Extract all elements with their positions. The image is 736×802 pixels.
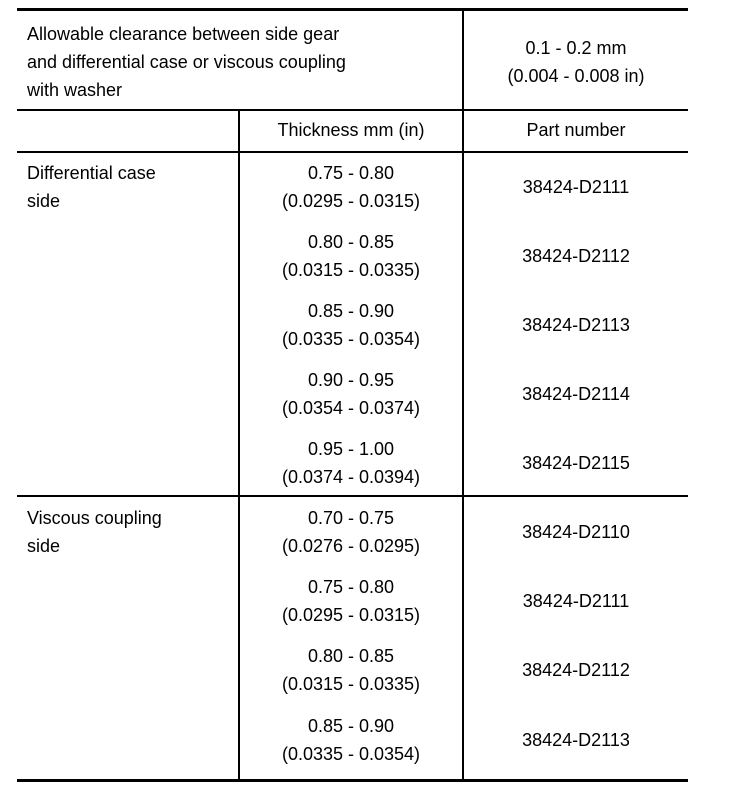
clearance-description-line-1: Allowable clearance between side gear [27,24,340,44]
clearance-description-line-3: with washer [27,80,123,100]
thickness-in: (0.0374 - 0.0394) [281,467,421,487]
thickness-mm: 0.85 - 0.90 [307,716,395,736]
part-number: 38424-D2112 [522,660,630,680]
part-number: 38424-D2111 [522,591,630,611]
clearance-value-imperial: (0.004 - 0.008 in) [507,66,645,86]
part-number: 38424-D2113 [522,315,630,335]
group-divider-rule [17,495,688,497]
part-number: 38424-D2115 [522,453,630,473]
thickness-in: (0.0335 - 0.0354) [281,329,421,349]
thickness-mm: 0.70 - 0.75 [307,508,395,528]
top-rule [17,8,688,11]
group-label-differential-line-1: Differential case [27,163,156,183]
header-bottom-rule [17,109,688,111]
clearance-description-line-2: and differential case or viscous coupling [27,52,346,72]
group-label-differential-line-2: side [27,191,61,211]
thickness-mm: 0.80 - 0.85 [307,232,395,252]
spec-table [17,8,688,782]
thickness-mm: 0.90 - 0.95 [307,370,395,390]
thickness-in: (0.0315 - 0.0335) [281,260,421,280]
thickness-mm: 0.75 - 0.80 [307,577,395,597]
thickness-mm: 0.95 - 1.00 [307,439,395,459]
group-label-viscous-line-2: side [27,536,61,556]
thickness-mm: 0.80 - 0.85 [307,646,395,666]
thickness-mm: 0.75 - 0.80 [307,163,395,183]
part-number: 38424-D2111 [522,177,630,197]
part-number: 38424-D2113 [522,730,630,750]
thickness-in: (0.0335 - 0.0354) [281,744,421,764]
bottom-rule [17,779,688,782]
thickness-in: (0.0295 - 0.0315) [281,605,421,625]
part-number: 38424-D2112 [522,246,630,266]
part-number: 38424-D2110 [522,522,630,542]
thickness-mm: 0.85 - 0.90 [307,301,395,321]
clearance-value-metric: 0.1 - 0.2 mm [525,38,627,58]
group-label-viscous-line-1: Viscous coupling [27,508,162,528]
part-number: 38424-D2114 [522,384,630,404]
thickness-in: (0.0354 - 0.0374) [281,398,421,418]
thickness-in: (0.0315 - 0.0335) [281,674,421,694]
thickness-in: (0.0295 - 0.0315) [281,191,421,211]
thickness-column-header: Thickness mm (in) [277,120,425,140]
part-number-column-header: Part number [526,120,626,140]
thickness-in: (0.0276 - 0.0295) [281,536,421,556]
column-header-bottom-rule [17,151,688,153]
